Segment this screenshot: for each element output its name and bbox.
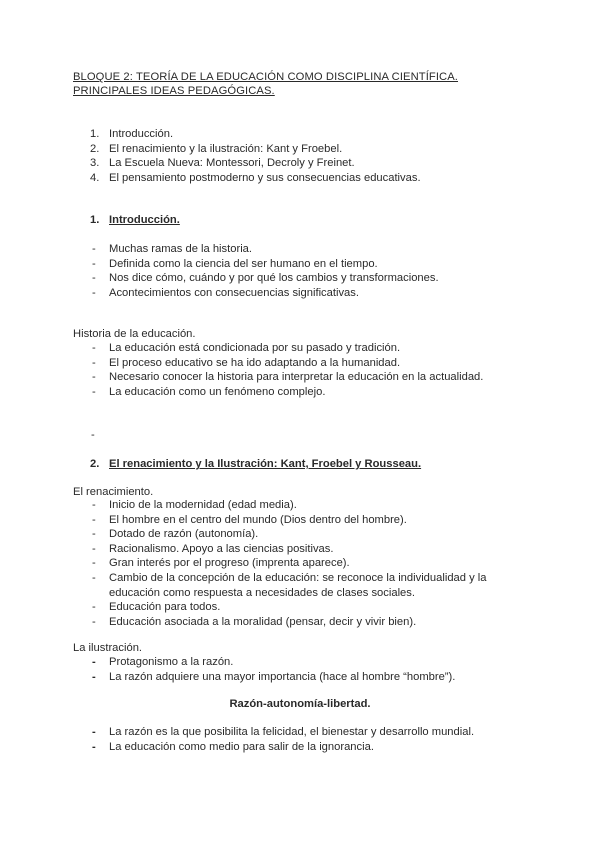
list-item: - Educación para todos. [92, 601, 221, 614]
renaissance-label: El renacimiento. [73, 486, 154, 498]
list-item: - La educación está condicionada por su pasado y tradición. [92, 342, 401, 354]
index-item: 3. La Escuela Nueva: Montessori, Decroly y Freinet. [90, 157, 355, 170]
list-item: - Muchas ramas de la historia. [92, 243, 253, 255]
section-2-number: 2. [90, 458, 100, 470]
index-item: 1. Introducción. [90, 128, 174, 140]
section-1-title: Introducción. [109, 214, 180, 226]
section-1-heading [0, 213, 600, 228]
section-2-title: El renacimiento y la Ilustración: Kant, Froebel y Rousseau. [109, 458, 422, 470]
section-1-bullets [0, 242, 600, 300]
illustration-bullets [0, 655, 600, 684]
list-item: - La razón adquiere una mayor importancia (hace al hombre “hombre”). [92, 670, 456, 683]
list-item: - Racionalismo. Apoyo a las ciencias positivas. [92, 542, 334, 555]
title-line-1: BLOQUE 2: TEORÍA DE LA EDUCACIÓN COMO DISCIPLINA CIENTÍFICA. [73, 71, 459, 83]
final-bullets [0, 725, 600, 754]
index-item: 2. El renacimiento y la ilustración: Kant y Froebel. [90, 142, 343, 155]
list-item: - El hombre en el centro del mundo (Dios dentro del hombre). [92, 513, 407, 526]
section-2-heading [0, 457, 600, 472]
list-item: - Gran interés por el progreso (imprenta aparece). [92, 557, 350, 570]
motto: Razón-autonomía-libertad. [229, 698, 371, 710]
list-item: - Definida como la ciencia del ser humano en el tiempo. [92, 257, 378, 270]
list-item: - La razón es la que posibilita la felicidad, el bienestar y desarrollo mundial. [92, 726, 475, 738]
document-title [73, 70, 533, 98]
list-item: - Nos dice cómo, cuándo y por qué los cambios y transformaciones. [92, 272, 439, 285]
list-item: - Inicio de la modernidad (edad media). [92, 499, 297, 511]
list-item: - La educación como un fenómeno complejo. [92, 385, 326, 398]
list-item: - Dotado de razón (autonomía). [92, 528, 259, 541]
section-1-number: 1. [90, 214, 100, 226]
list-item: - Acontecimientos con consecuencias significativas. [92, 286, 359, 299]
list-item: - El proceso educativo se ha ido adaptando a la humanidad. [92, 356, 401, 369]
renaissance-bullets [0, 498, 600, 629]
index-list [0, 127, 600, 185]
list-item: - Cambio de la concepción de la educación: se reconoce la individualidad y la educación como respuesta a necesidades de clases sociales. [92, 571, 487, 599]
empty-dash: - [91, 429, 95, 441]
list-item: - Protagonismo a la razón. [92, 656, 234, 668]
index-item: 4. El pensamiento postmoderno y sus consecuencias educativas. [90, 171, 421, 184]
history-bullets [0, 341, 600, 399]
list-item: - Educación asociada a la moralidad (pensar, decir y vivir bien). [92, 615, 417, 628]
list-item: - La educación como medio para salir de la ignorancia. [92, 740, 374, 753]
illustration-label: La ilustración. [73, 642, 143, 654]
list-item: - Necesario conocer la historia para interpretar la educación en la actualidad. [92, 371, 484, 384]
history-label: Historia de la educación. [73, 328, 196, 340]
title-line-2: PRINCIPALES IDEAS PEDAGÓGICAS. [73, 85, 275, 97]
